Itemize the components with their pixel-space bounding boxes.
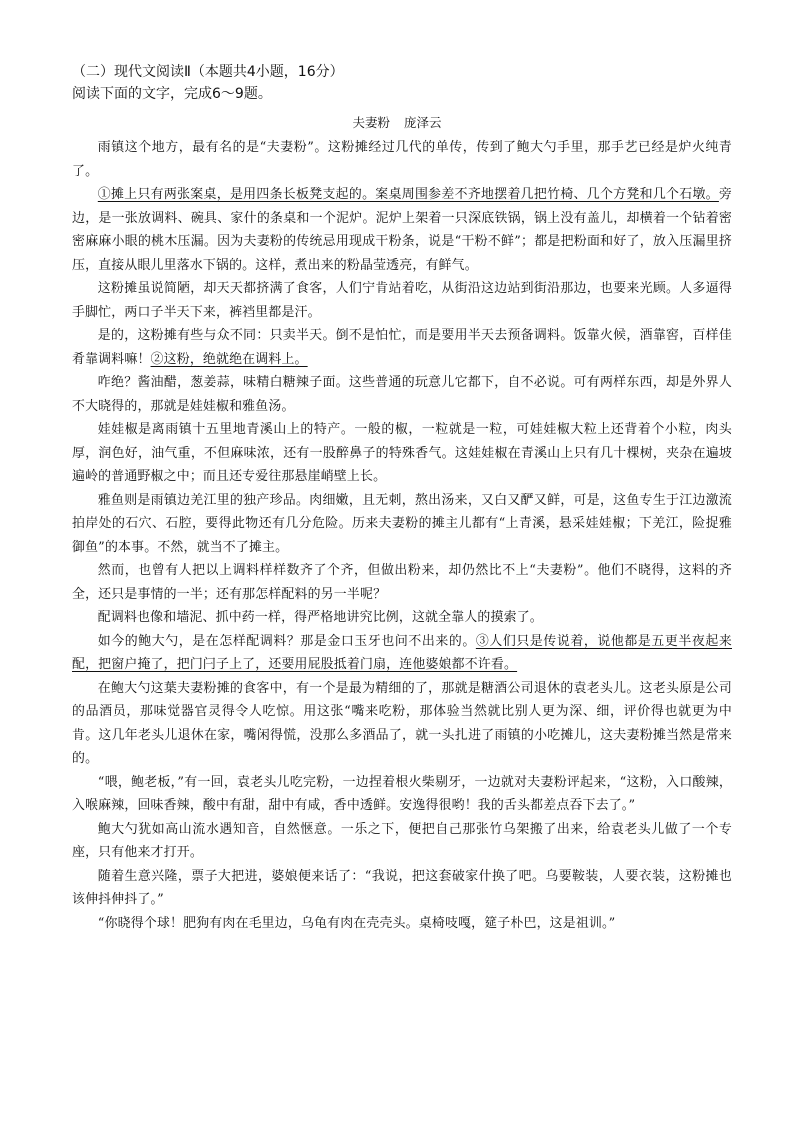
paragraph-text: 在鲍大勺这葉夫妻粉摊的食客中，有一个是最为精细的了，那就是糖酒公司退休的袁老头儿。这老头原是公司的品酒员，那味觉器官灵得令人吃惊。用这张“嘴来吃粉，那体验当然就比别人更为深、细，评价得也就更为中肯。这几年老头儿退休在家，嘴闲得慌，没那么多酒品了，就一头扎进了雨镇的小吃摊儿，这夫妻粉摊当然是常来的。 (72, 680, 732, 766)
article-body (72, 136, 732, 935)
paragraph-text: 鲍大勺犹如高山流水遇知音，自然惬意。一乐之下，便把自己那张竹乌架搬了出来，给袁老头儿做了一个专座，只有他来才打开。 (72, 821, 732, 860)
paragraph-text: 然而，也曾有人把以上调料样样数齐了个齐，但做出粉来，却仍然比不上“夫妻粉”。他们不晓得，这料的齐全，还只是事情的一半；还有那怎样配料的另一半呢？ (72, 563, 732, 602)
paragraph (72, 818, 732, 865)
paragraph (72, 559, 732, 606)
paragraph-text: 雨镇这个地方，最有名的是“夫妻粉”。这粉摊经过几代的单传，传到了鲍大勺手里，那手艺已经是炉火纯青了。 (72, 140, 732, 179)
paragraph (72, 630, 732, 677)
paragraph-text: 咋绝？酱油醋，葱姜蒜，味精白糖辣子面。这些普通的玩意儿它都下，自不必说。可有两样东西，却是外界人不大晓得的，那就是娃娃椒和雅鱼汤。 (72, 375, 732, 414)
article-title (0, 114, 794, 132)
paragraph (72, 677, 732, 771)
paragraph-text: 随着生意兴隆，票子大把进，婆娘便来话了：“我说，把这套破家什换了吧。乌要鞍装，人要衣装，这粉摊也该伸抖伸抖了。” (72, 868, 732, 907)
paragraph (72, 489, 732, 560)
underlined-text: ①摊上只有两张案桌，是用四条长板凳支起的。案桌周围参差不齐地摆着几把竹椅、几个方凳和几个石墩。 (97, 187, 719, 202)
instruction: 阅读下面的文字，完成6～9题。 (72, 86, 272, 102)
paragraph (72, 912, 732, 936)
paragraph (72, 606, 732, 630)
article-name: 夫妻粉 (352, 115, 390, 130)
article-author: 庞泽云 (404, 115, 442, 130)
paragraph-text: 雅鱼则是雨镇边羌江里的独产珍品。肉细嫩，且无刺，熬出汤来，又白又酽又鲜，可是，这鱼专生于江边激流拍岸处的石穴、石腔，要得此物还有几分危险。历来夫妻粉的摊主儿都有“上青溪，悬采娃娃椒；下羌江，险捉雅御鱼”的本事。不然，就当不了摊主。 (72, 492, 732, 555)
paragraph-text: 这粉摊虽说简陋，却天天都挤满了食客，人们宁肯站着吃，从街沿这边站到街沿那边，也要来光顾。人多逼得手脚忙，两口子半天下来，裤裆里都是汗。 (72, 281, 732, 320)
paragraph-text: 是的，这粉摊有些与众不同：只卖半天。倒不是怕忙，而是要用半天去预备调料。饭靠火候，酒靠窖，百样佳肴靠调料嘛！ (72, 328, 732, 367)
paragraph (72, 183, 732, 277)
paragraph-text: 配调料也像和墙泥、抓中药一样，得严格地讲究比例，这就全靠人的摸索了。 (97, 610, 543, 625)
paragraph-text: 旁边，是一张放调料、碗具、家什的条桌和一个泥炉。泥炉上架着一只深底铁锅，锅上没有盖儿，却横着一个钻着密密麻麻小眼的桃木压漏。因为夫妻粉的传统忌用现成干粉条，说是“干粉不鲜”；都是把粉面和好了，放入压漏里挤压，直接从眼儿里落水下锅的。这样，煮出来的粉晶莹透亮，有鲜气。 (72, 187, 732, 273)
header (72, 62, 732, 104)
paragraph-text: 娃娃椒是离雨镇十五里地青溪山上的特产。一般的椒，一粒就是一粒，可娃娃椒大粒上还背着个小粒，肉头厚，润色好，油气重，不但麻味浓，还有一股醉鼻子的特殊香气。这娃娃椒在青溪山上只有几十棵树，夹杂在遍坡遍岭的普通野椒之中；而且还专爱往那悬崖峭壁上长。 (72, 422, 732, 484)
underlined-text: ③人们只是传说着，说他都是五更半夜起来配，把窗户掩了，把门闩子上了，还要用屁股抵着门扇，连他婆娘都不许看。 (72, 633, 732, 672)
section-title: （二）现代文阅读Ⅱ（本题共4小题，16分） (72, 64, 344, 80)
paragraph-text: “喂，鲍老板，”有一回，袁老头儿吃完粉，一边捏着根火柴剔牙，一边就对夫妻粉评起来，“这粉，入口酸辣，入喉麻辣，回味香辣，酸中有甜，甜中有咸，香中透鲜。安逸得很哟！我的舌头都差点吞下去了。” (72, 774, 732, 813)
paragraph-text: “你晓得个球！肥狗有肉在毛里边，乌龟有肉在壳壳头。桌椅吱嘎，筵子朴巴，这是祖训。” (97, 915, 616, 931)
paragraph (72, 418, 732, 489)
paragraph (72, 865, 732, 912)
paragraph (72, 324, 732, 371)
paragraph (72, 136, 732, 183)
underlined-text: ②这粉，绝就绝在调料上。 (150, 351, 308, 367)
paragraph-text: 如今的鲍大勺，是在怎样配调料？那是金口玉牙也问不出来的。 (97, 633, 476, 649)
paragraph (72, 771, 732, 818)
paragraph (72, 371, 732, 418)
paragraph (72, 277, 732, 324)
